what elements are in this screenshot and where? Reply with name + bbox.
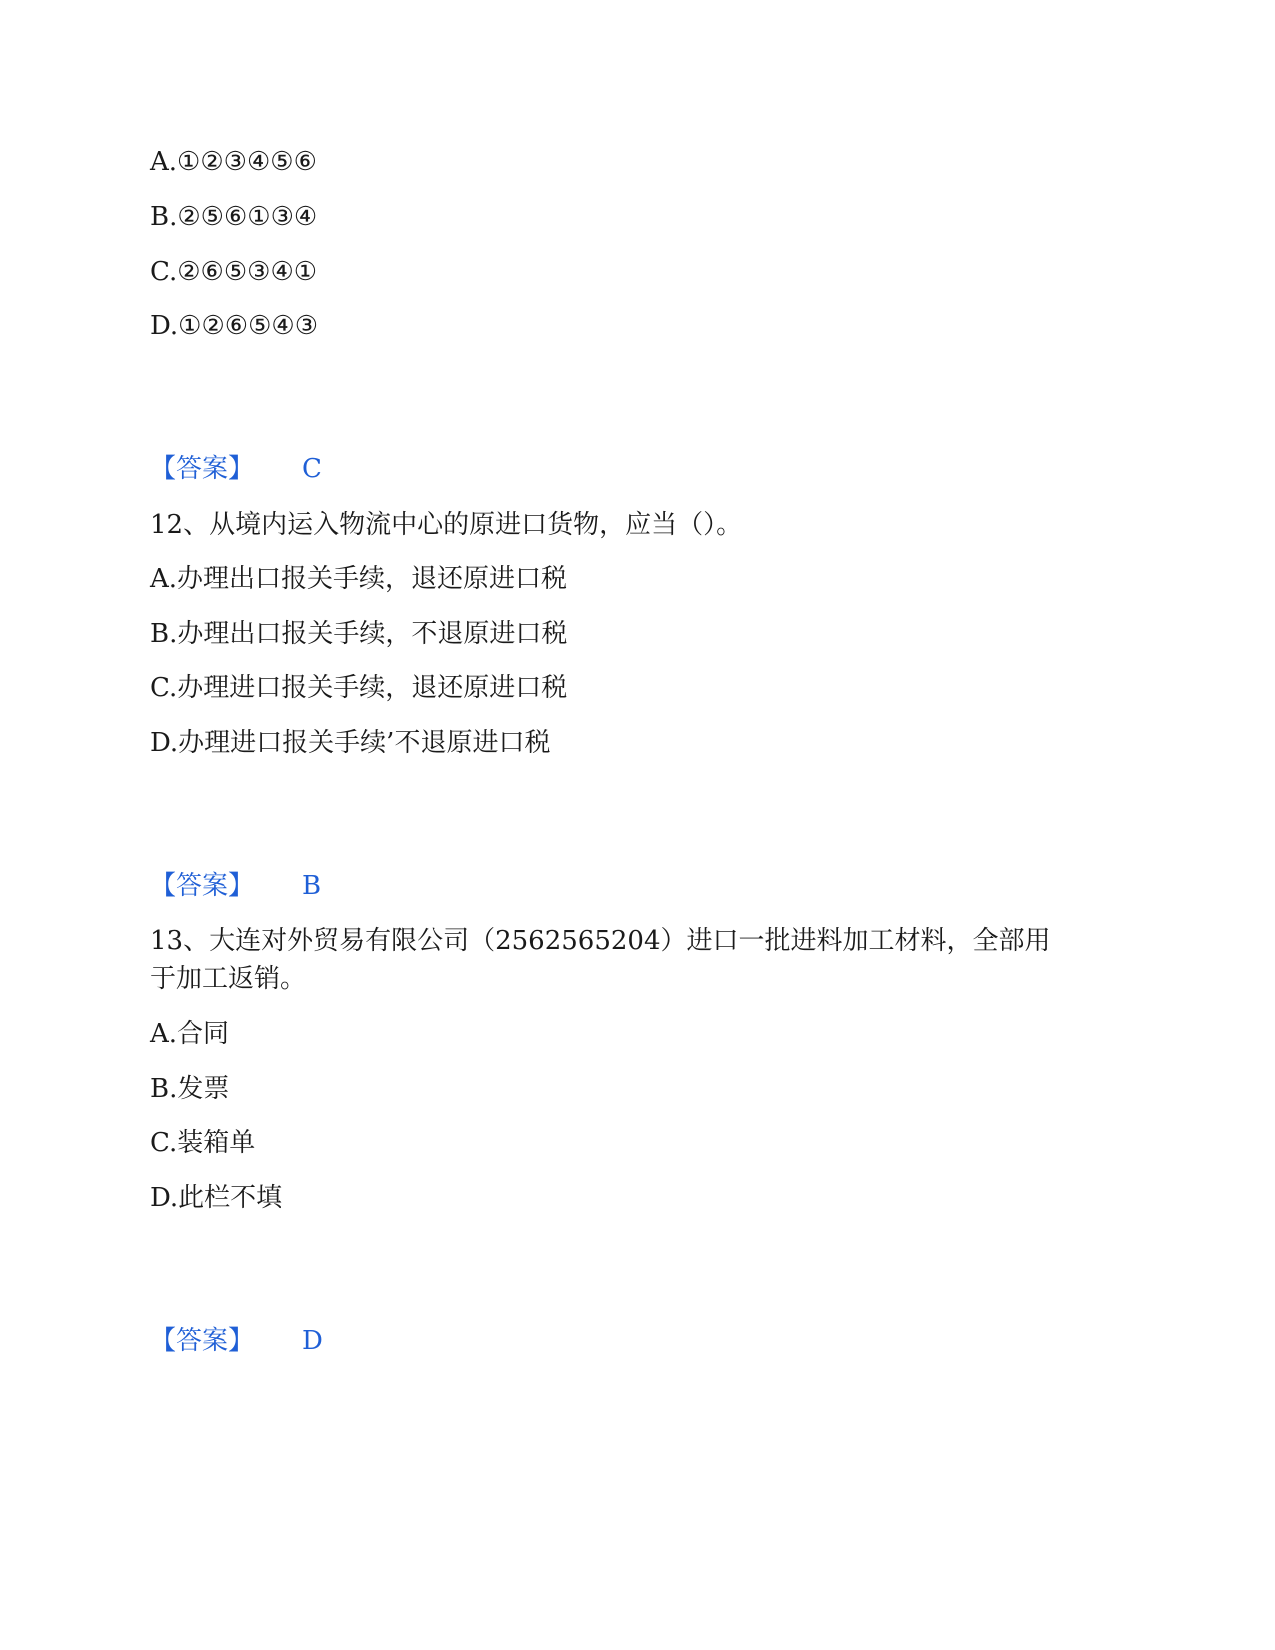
q11-answer-value: C — [302, 454, 322, 484]
q13-answer-value: D — [302, 1326, 323, 1356]
q12-option-c: C.办理进口报关手续，退还原进口税 — [150, 673, 568, 703]
q11-answer — [150, 452, 322, 486]
q11-option-b: B.②⑤⑥①③④ — [150, 202, 318, 232]
q13-stem-line1: 13、大连对外贸易有限公司（2562565204）进口一批进料加工材料，全部用 — [150, 926, 1051, 956]
q12-option-a: A.办理出口报关手续，退还原进口税 — [150, 564, 568, 594]
q11-option-d: D.①②⑥⑤④③ — [150, 311, 319, 341]
q12-answer-value: B — [302, 871, 322, 901]
q13-option-b: B.发票 — [150, 1074, 230, 1104]
q12-stem: 12、从境内运入物流中心的原进口货物，应当（）。 — [150, 510, 743, 540]
q13-answer — [150, 1324, 323, 1358]
q13-stem-line2: 于加工返销。 — [150, 964, 307, 994]
q11-answer-label: 【答案】 — [150, 454, 255, 484]
q11-option-c: C.②⑥⑤③④① — [150, 257, 318, 287]
q13-option-a: A.合同 — [150, 1019, 230, 1049]
q12-answer-label: 【答案】 — [150, 871, 255, 901]
q13-option-c: C.装箱单 — [150, 1128, 256, 1158]
q11-option-a: A.①②③④⑤⑥ — [150, 147, 317, 177]
q13-answer-label: 【答案】 — [150, 1326, 255, 1356]
q12-option-b: B.办理出口报关手续，不退原进口税 — [150, 619, 568, 649]
q12-option-d: D.办理进口报关手续’不退原进口税 — [150, 728, 551, 758]
q13-option-d: D.此栏不填 — [150, 1183, 283, 1213]
q12-answer — [150, 869, 321, 903]
